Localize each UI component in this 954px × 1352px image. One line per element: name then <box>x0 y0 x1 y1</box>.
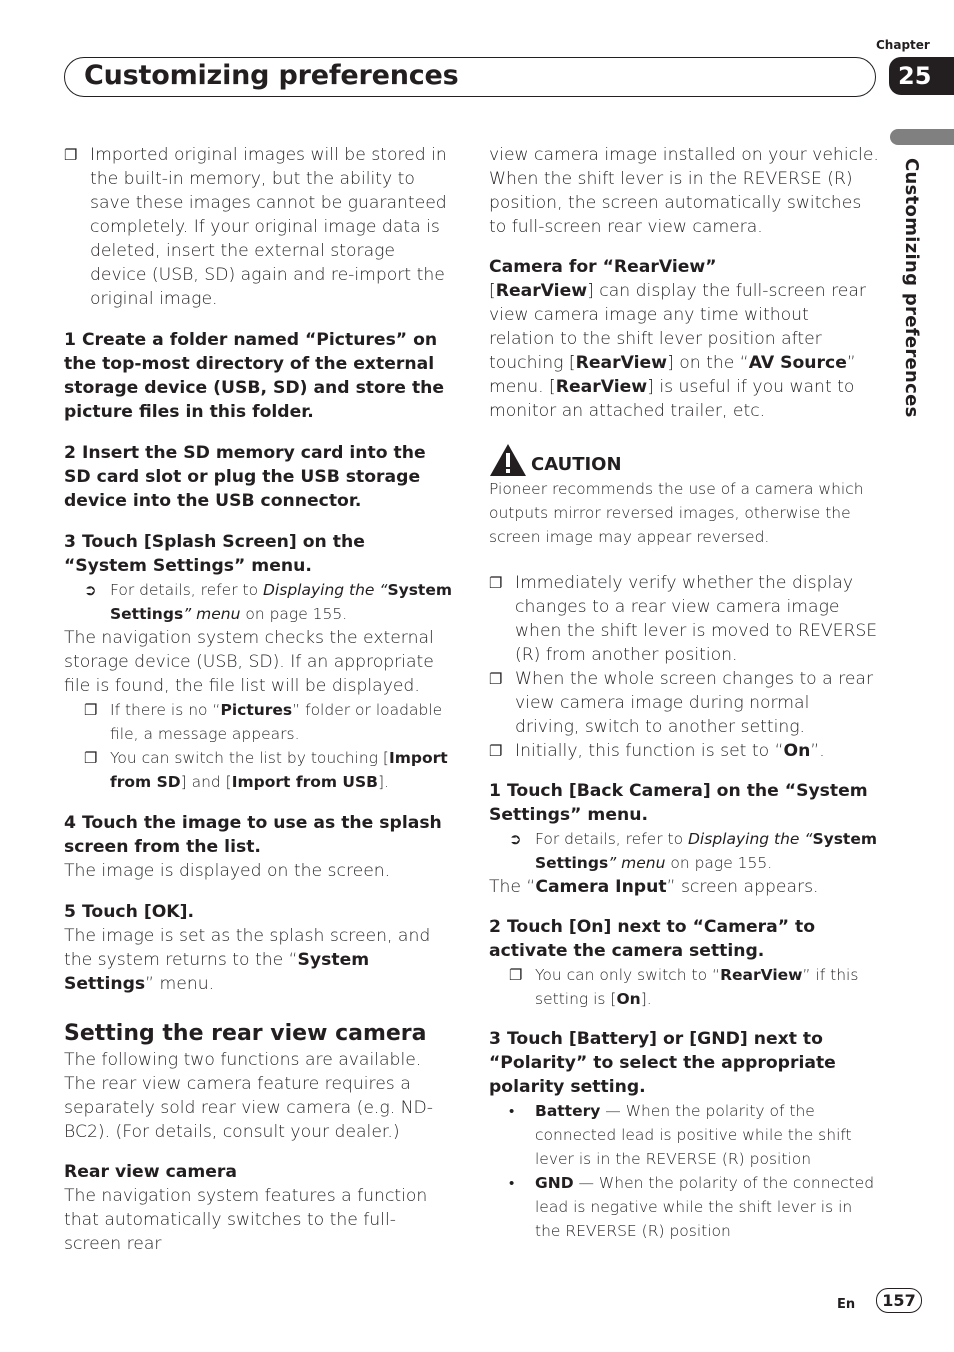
bullet-icon: • <box>509 1102 515 1120</box>
side-tab-bar <box>890 129 954 145</box>
step-4-body: The image is displayed on the screen. <box>64 861 391 881</box>
step-1: 1 Create a folder named “Pictures” on the top-most directory of the external storage device (USB, SD) and store the picture files in this folder. <box>64 330 445 422</box>
caution-heading: CAUTION <box>489 443 879 477</box>
arrow-icon: ➲ <box>509 830 522 848</box>
right-column <box>489 143 879 1243</box>
subsection-heading: Camera for “RearView” <box>489 257 717 277</box>
step-3: 3 Touch [Splash Screen] on the “System Settings” menu. <box>64 532 365 576</box>
list-item-text: Imported original images will be stored in the built-in memory, but the ability to save these images cannot be guaranteed completely. If your original image data is deleted, insert the external storage device (USB, SD) again and re-import the original image. <box>90 145 447 309</box>
chapter-number: 25 <box>889 57 954 95</box>
checkbox-bullet-icon: ❐ <box>84 749 98 767</box>
bullet-icon: • <box>509 1174 515 1192</box>
checkbox-bullet-icon: ❐ <box>489 742 503 760</box>
list-item: • GND — When the polarity of the connected lead is negative while the shift lever is in the REVERSE (R) position <box>509 1171 879 1243</box>
reference-note: ➲ For details, refer to Displaying the “System Settings” menu on page 155. <box>509 827 879 875</box>
checkbox-bullet-icon: ❐ <box>509 966 523 984</box>
step-3: 3 Touch [Battery] or [GND] next to “Polarity” to select the appropriate polarity setting. <box>489 1029 836 1097</box>
language-label: En <box>837 1297 856 1312</box>
arrow-icon: ➲ <box>84 581 97 599</box>
step-5-body: The image is set as the splash screen, and the system returns to the “System Settings” menu. <box>64 926 431 994</box>
warning-icon <box>489 443 527 477</box>
chapter-label: Chapter <box>876 38 930 52</box>
step-2: 2 Touch [On] next to “Camera” to activate the camera setting. <box>489 917 816 961</box>
list-item: ❐ When the whole screen changes to a rear view camera image during normal driving, switch to another setting. <box>489 669 874 737</box>
continued-text: view camera image installed on your vehicle. When the shift lever is in the REVERSE (R) position, the screen automatically switches to full-screen rear view camera. <box>489 145 879 237</box>
left-column <box>64 143 452 1256</box>
subsection-body: The navigation system features a function that automatically switches to the full-screen rear <box>64 1186 428 1254</box>
side-tab-label: Customizing preferences <box>901 158 922 418</box>
subsection-heading: Rear view camera <box>64 1162 237 1182</box>
list-item: ❐ If there is no “Pictures” folder or loadable file, a message appears. <box>84 698 452 746</box>
subsection-body: [RearView] can display the full-screen rear view camera image any time without relation to the shift lever position after touching [RearView] on the “AV Source” menu. [RearView] is useful if you want to monitor an attached trailer, etc. <box>489 281 866 421</box>
checkbox-bullet-icon: ❐ <box>489 670 503 688</box>
step-4: 4 Touch the image to use as the splash screen from the list. <box>64 813 442 857</box>
reference-note: ➲ For details, refer to Displaying the “System Settings” menu on page 155. <box>84 578 452 626</box>
list-item: ❐ Immediately verify whether the display changes to a rear view camera image when the shift lever is moved to REVERSE (R) from another position. <box>489 573 878 665</box>
list-item: • Battery — When the polarity of the connected lead is positive while the shift lever is in the REVERSE (R) position <box>509 1099 879 1171</box>
page-number: 157 <box>876 1288 922 1313</box>
list-item: ❐ You can switch the list by touching [Import from SD] and [Import from USB]. <box>84 746 452 794</box>
list-item <box>64 143 452 311</box>
section-body: The following two functions are available. The rear view camera feature requires a separately sold rear view camera (e.g. ND-BC2). (For details, consult your dealer.) <box>64 1050 433 1142</box>
list-item: ❐ Initially, this function is set to “On”. <box>489 741 825 761</box>
page-title: Customizing preferences <box>84 60 459 91</box>
step-2: 2 Insert the SD memory card into the SD card slot or plug the USB storage device into the USB connector. <box>64 443 426 511</box>
caution-body: Pioneer recommends the use of a camera which outputs mirror reversed images, otherwise the screen image may appear reversed. <box>489 480 864 546</box>
checkbox-bullet-icon: ❐ <box>84 701 98 719</box>
checkbox-bullet-icon: ❐ <box>489 574 503 592</box>
list-item: ❐ You can only switch to “RearView” if this setting is [On]. <box>509 963 879 1011</box>
step-1-body: The “Camera Input” screen appears. <box>489 877 819 897</box>
step-3-body: The navigation system checks the external storage device (USB, SD). If an appropriate file is found, the file list will be displayed. <box>64 628 434 696</box>
section-heading: Setting the rear view camera <box>64 1021 427 1046</box>
checkbox-bullet-icon: ❐ <box>64 146 78 164</box>
step-1: 1 Touch [Back Camera] on the “System Settings” menu. <box>489 781 868 825</box>
step-5: 5 Touch [OK]. <box>64 902 195 922</box>
